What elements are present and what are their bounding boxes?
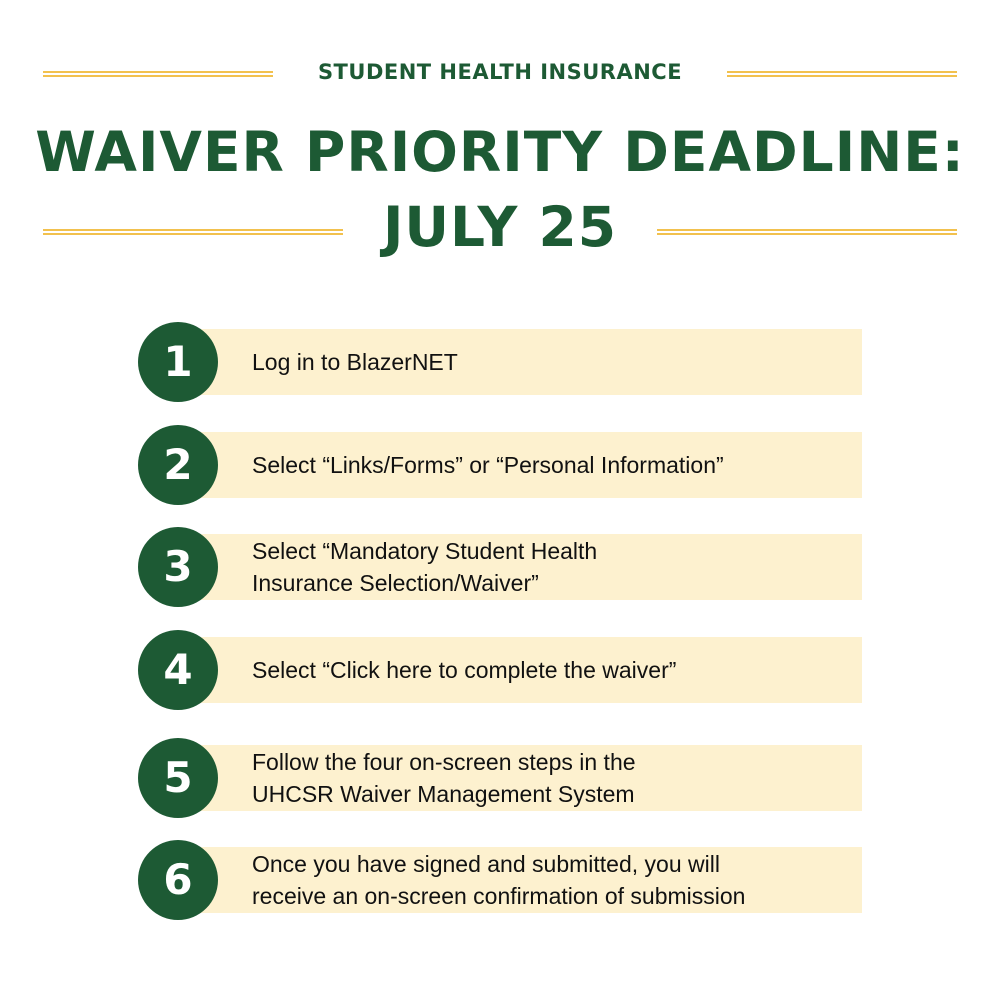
step-item-4: [138, 630, 862, 710]
step-text: Select “Links/Forms” or “Personal Information”: [252, 452, 724, 478]
step-item-6: [138, 840, 862, 920]
step-number-badge: 6: [138, 840, 218, 920]
step-text: Log in to BlazerNET: [252, 349, 458, 375]
step-item-5: [138, 738, 862, 818]
step-item-3: [138, 527, 862, 607]
step-text: Follow the four on-screen steps in the UHCSR Waiver Management System: [252, 749, 636, 807]
step-number-badge: 3: [138, 527, 218, 607]
eyebrow-title: STUDENT HEALTH INSURANCE: [317, 60, 683, 84]
step-number-badge: 4: [138, 630, 218, 710]
step-number-badge: 5: [138, 738, 218, 818]
step-text: Select “Mandatory Student Health Insurance Selection/Waiver”: [252, 538, 598, 596]
headline-line-2: JULY 25: [382, 195, 618, 259]
step-text: Once you have signed and submitted, you will receive an on-screen confirmation of submission: [252, 851, 746, 909]
step-number-badge: 1: [138, 322, 218, 402]
step-item-2: [138, 425, 862, 505]
step-number-badge: 2: [138, 425, 218, 505]
headline-line-1: WAIVER PRIORITY DEADLINE:: [35, 120, 965, 184]
step-item-1: [138, 322, 862, 402]
step-text: Select “Click here to complete the waiver”: [252, 657, 677, 683]
